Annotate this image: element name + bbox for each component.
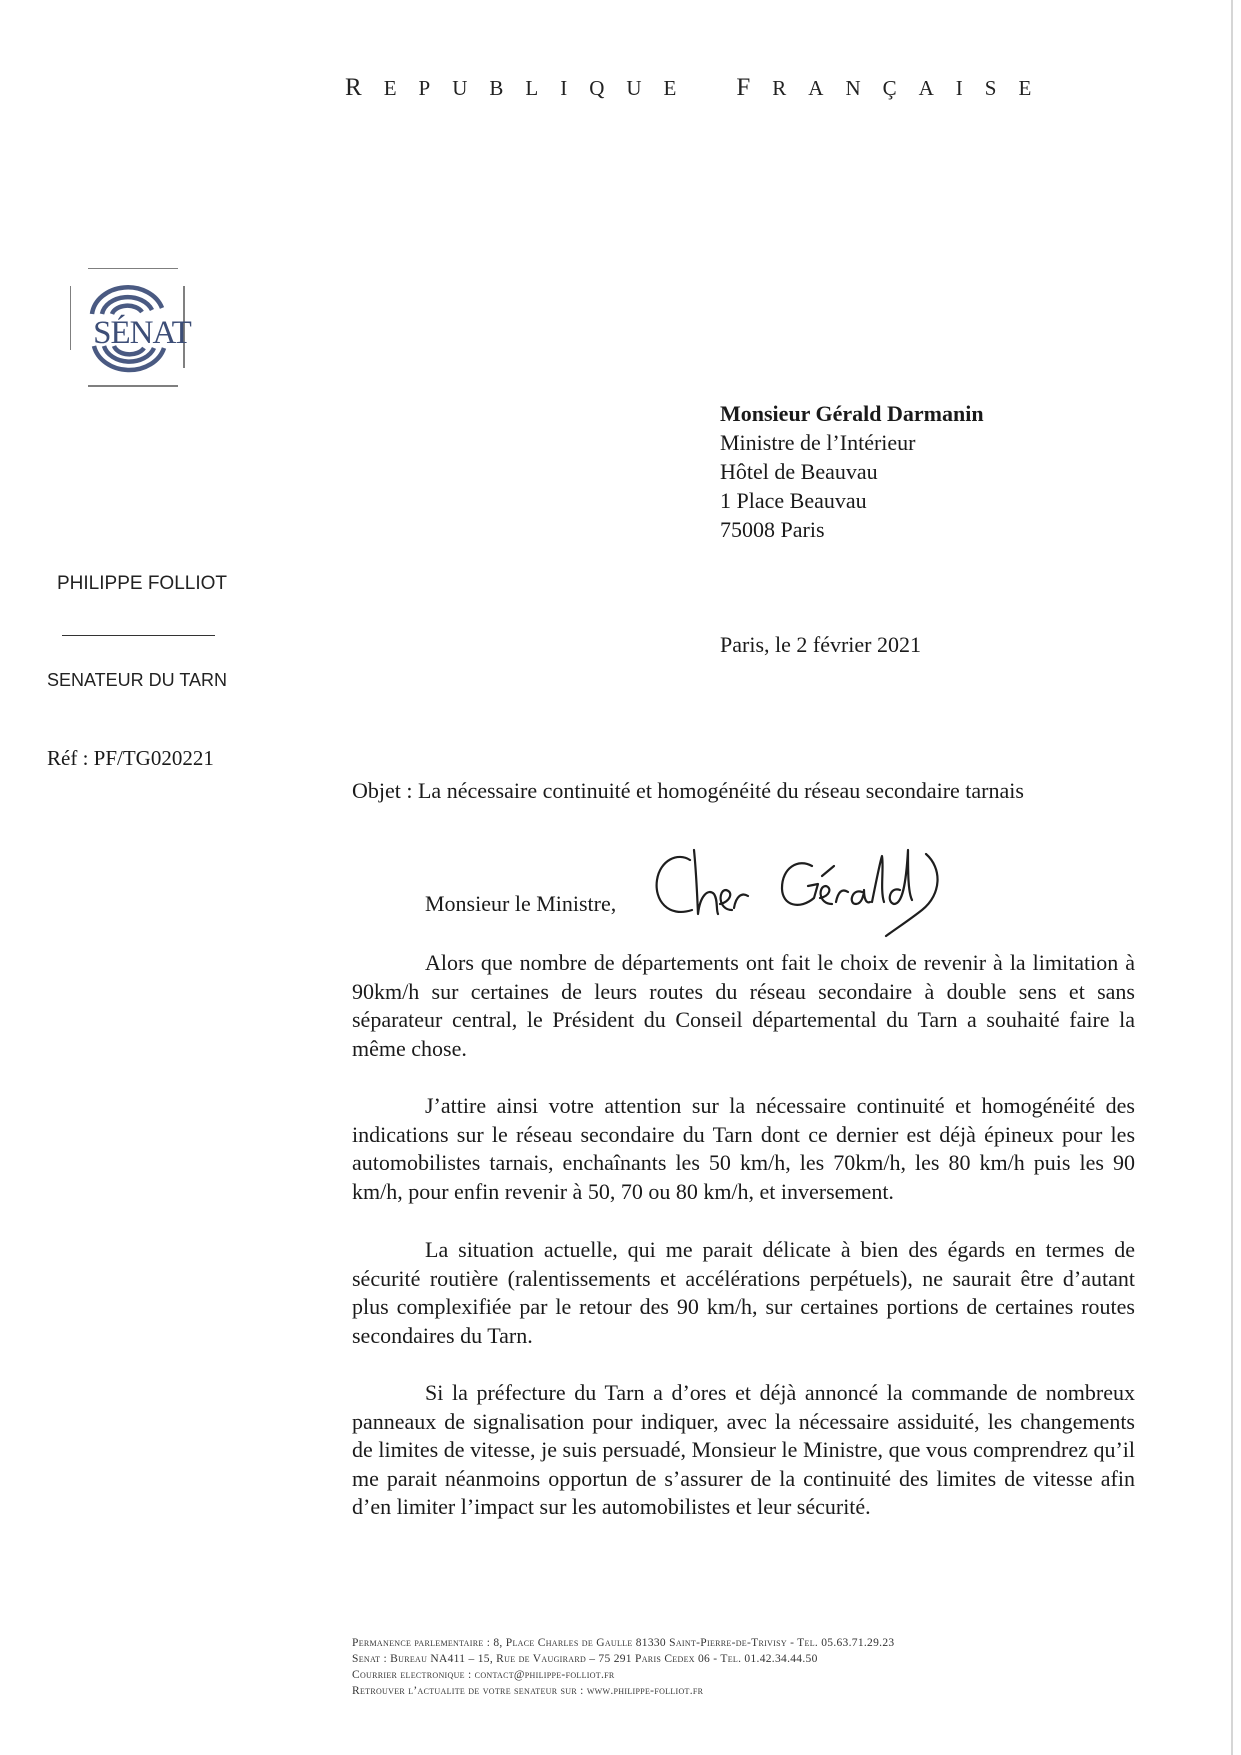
footer-website: Retrouver l’actualite de votre senateur sur : www.philippe-folliot.fr: [352, 1685, 704, 1697]
body-paragraph-1: Alors que nombre de départements ont fait le choix de revenir à la limitation à 90km/h sur certaines de leurs routes du réseau secondaire à double sens et sans séparateur central, le Président du Conseil départemental du Tarn a souhaité faire la même chose.: [352, 950, 1135, 1061]
reference-number: Réf : PF/TG020221: [47, 746, 214, 770]
page-edge-shadow: [1231, 0, 1233, 1755]
sender-title: SENATEUR DU TARN: [47, 670, 228, 690]
recipient-line-3: 1 Place Beauvau: [720, 488, 867, 513]
sender-name: PHILIPPE FOLLIOT: [57, 573, 227, 594]
letter-subject: Objet : La nécessaire continuité et homogénéité du réseau secondaire tarnais: [352, 778, 1024, 803]
recipient-address: [720, 399, 984, 544]
footer-email: Courrier electronique : contact@philippe-folliot.fr: [352, 1669, 615, 1681]
body-paragraph-3: La situation actuelle, qui me parait délicate à bien des égards en termes de sécurité routière (ralentissements et accélérations perpétuels), ne saurait être d’autant plus complexifiée par le retour des 90 km/h, sur certaines portions de certaines routes secondaires du Tarn.: [352, 1237, 1135, 1348]
salutation: Monsieur le Ministre,: [425, 891, 617, 916]
republic-word-2: FRANÇAISE: [736, 74, 1054, 101]
recipient-line-2: Hôtel de Beauvau: [720, 459, 878, 484]
sender-divider: [62, 635, 215, 636]
body-paragraph-4: Si la préfecture du Tarn a d’ores et déjà annoncé la commande de nombreux panneaux de signalisation pour indiquer, avec la nécessaire assiduité, les changements de limites de vitesse, je suis persuadé, Monsieur le Ministre, que vous comprendrez qu’il me parait néanmoins opportun de s’assurer de la continuité des limites de vitesse afin d’en limiter l’impact sur les automobilistes et leur sécurité.: [352, 1380, 1135, 1520]
body-paragraph-2: J’attire ainsi votre attention sur la nécessaire continuité et homogénéité des indications sur le réseau secondaire du Tarn dont ce dernier est déjà épineux pour les automobilistes tarnais, enchaînants les 50 km/h, les 70km/h, les 80 km/h puis les 90 km/h, pour enfin revenir à 50, 70 ou 80 km/h, et inversement.: [352, 1093, 1135, 1204]
senat-logo-text: SÉNAT: [93, 315, 191, 351]
handwritten-greeting-drawing: [650, 838, 960, 938]
letter-date: Paris, le 2 février 2021: [720, 632, 921, 657]
recipient-line-4: 75008 Paris: [720, 517, 825, 542]
recipient-name: Monsieur Gérald Darmanin: [720, 401, 984, 426]
footer-office-address: Permanence parlementaire : 8, Place Charles de Gaulle 81330 Saint-Pierre-de-Trivisy - Tel. 05.63.71.29.23: [352, 1637, 895, 1649]
recipient-line-1: Ministre de l’Intérieur: [720, 430, 916, 455]
footer-senate-address: Senat : Bureau NA411 – 15, Rue de Vaugirard – 75 291 Paris Cedex 06 - Tel. 01.42.34.44.50: [352, 1653, 818, 1665]
senat-logo: [70, 268, 206, 408]
letter-footer: [352, 1635, 1112, 1699]
republic-word-1: REPUBLIQUE: [345, 74, 699, 101]
republic-header: [345, 74, 1053, 102]
